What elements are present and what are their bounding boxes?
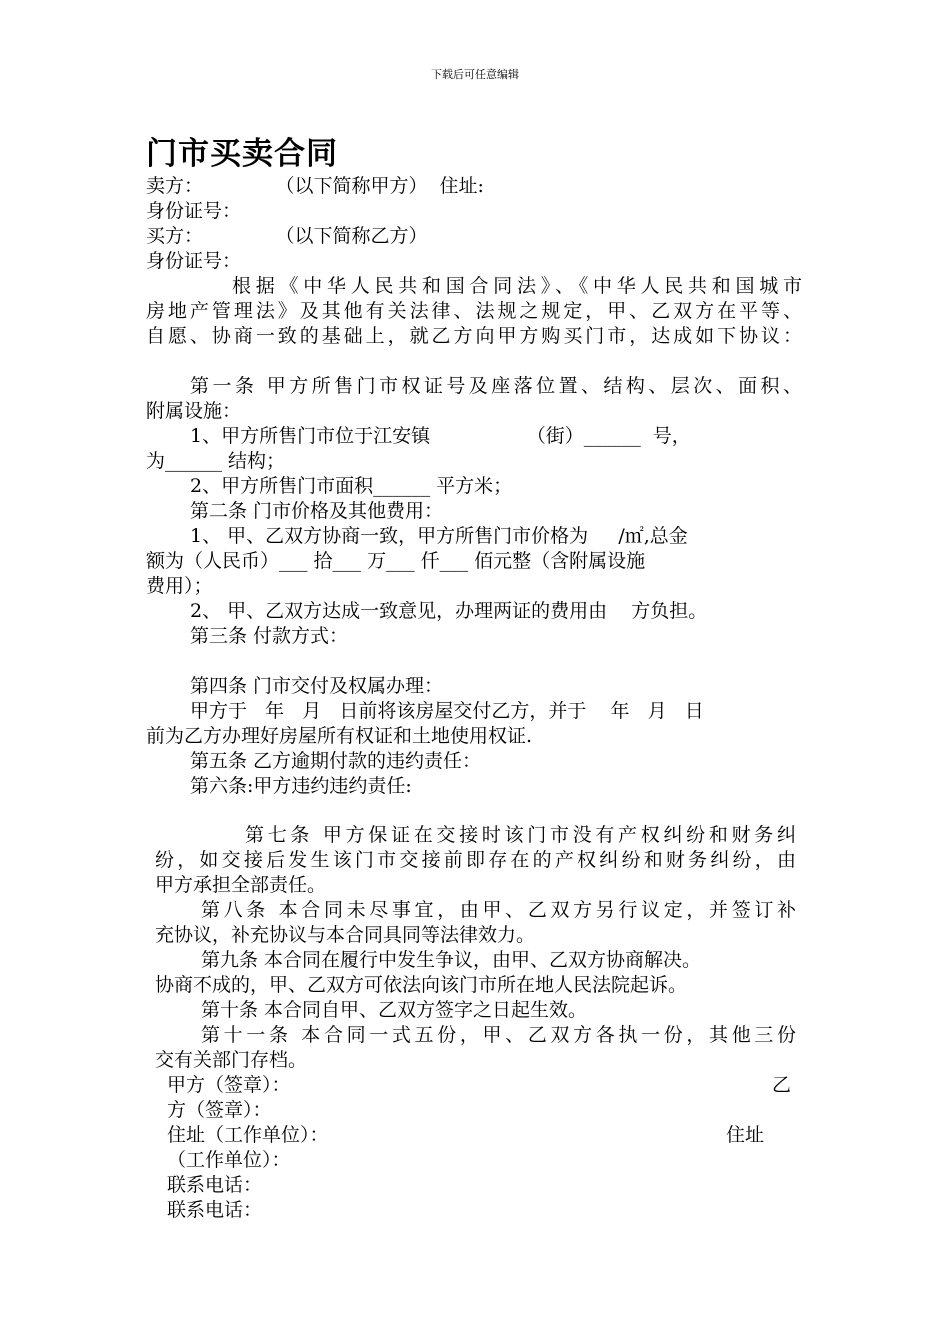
article-8-line-2: 充协议，补充协议与本合同具同等法律效力。 (155, 924, 536, 946)
article-2-item-1: 1、 甲、乙双方协商一致，甲方所售门市价格为 /㎡,总金 (190, 525, 688, 547)
article-7-line-2: 纷，如交接后发生该门市交接前即存在的产权纠纷和财务纠纷，由 (155, 849, 796, 871)
article-4-heading: 第四条 门市交付及权属办理： (190, 675, 444, 697)
article-1-item-2: 2、甲方所售门市面积______ 平方米； (190, 475, 513, 497)
article-6-heading: 第六条:甲方违约违约责任: (190, 775, 412, 797)
article-5-heading: 第五条 乙方逾期付款的违约责任： (190, 750, 482, 772)
article-7-line-1: 第七条 甲方保证在交接时该门市没有产权纠纷和财务纠 (245, 824, 796, 846)
party-a-address-label: 住址（工作单位）： (167, 1124, 329, 1146)
article-7-line-3: 甲方承担全部责任。 (155, 874, 327, 896)
article-11-line-1: 第十一条 本合同一式五份，甲、乙双方各执一份，其他三份 (201, 1024, 796, 1046)
party-b-phone-label: 联系电话： (167, 1199, 263, 1221)
preamble-line-1: 根据《中华人民共和国合同法》、《中华人民共和国城市 (232, 275, 802, 297)
article-2-heading: 第二条 门市价格及其他费用： (190, 500, 444, 522)
party-a-signature-label: 甲方（签章）： (167, 1074, 291, 1096)
buyer-id-line: 身份证号： (146, 250, 242, 272)
preamble-line-3: 自愿、协商一致的基础上，就乙方向甲方购买门市，达成如下协议： (146, 325, 802, 347)
article-9-line-2: 协商不成的，甲、乙双方可依法向该门市所在地人民法院起诉。 (155, 974, 688, 996)
article-1-heading: 第一条 甲方所售门市权证号及座落位置、结构、层次、面积、 (190, 375, 802, 397)
party-a-phone-label: 联系电话： (167, 1174, 263, 1196)
seller-id-line: 身份证号： (146, 200, 242, 222)
article-2-item-1-cont: 额为（人民币）___ 拾___ 万___ 仟___ 佰元整（含附属设施 (146, 550, 646, 572)
document-title: 门市买卖合同 (146, 136, 338, 172)
article-10-line: 第十条 本合同自甲、乙双方签字之日起生效。 (201, 999, 588, 1021)
party-b-signature-label-cont: 方（签章）： (167, 1099, 272, 1121)
party-b-address-label-start: 住址 (726, 1124, 765, 1146)
article-11-line-2: 交有关部门存档。 (155, 1049, 308, 1071)
article-4-body-2: 前为乙方办理好房屋所有权证和土地使用权证. (146, 725, 533, 747)
article-1-item-1-cont: 为______ 结构； (146, 450, 286, 472)
page-header: 下载后可任意编辑 (431, 68, 519, 81)
article-1-item-1: 1、甲方所售门市位于江安镇 （街）______ 号， (190, 425, 691, 447)
seller-line: 卖方： （以下简称甲方） 住址: (146, 175, 484, 197)
article-4-body-1: 甲方于 年 月 日前将该房屋交付乙方，并于 年 月 日 (190, 700, 704, 722)
article-1-heading-cont: 附属设施： (146, 400, 242, 422)
party-b-signature-label-start: 乙 (772, 1074, 792, 1096)
article-8-line-1: 第八条 本合同未尽事宜，由甲、乙双方另行议定，并签订补 (201, 899, 796, 921)
article-9-line-1: 第九条 本合同在履行中发生争议，由甲、乙双方协商解决。 (201, 949, 702, 971)
party-b-address-label-cont: （工作单位）： (167, 1149, 291, 1171)
preamble-line-2: 房地产管理法》及其他有关法律、法规之规定，甲、乙双方在平等、 (146, 300, 802, 322)
article-2-item-2: 2、 甲、乙双方达成一致意见，办理两证的费用由 方负担。 (190, 600, 708, 622)
buyer-line: 买方： （以下简称乙方） (146, 225, 428, 247)
article-2-item-1-end: 费用）； (146, 575, 213, 597)
article-3-heading: 第三条 付款方式： (190, 625, 349, 647)
